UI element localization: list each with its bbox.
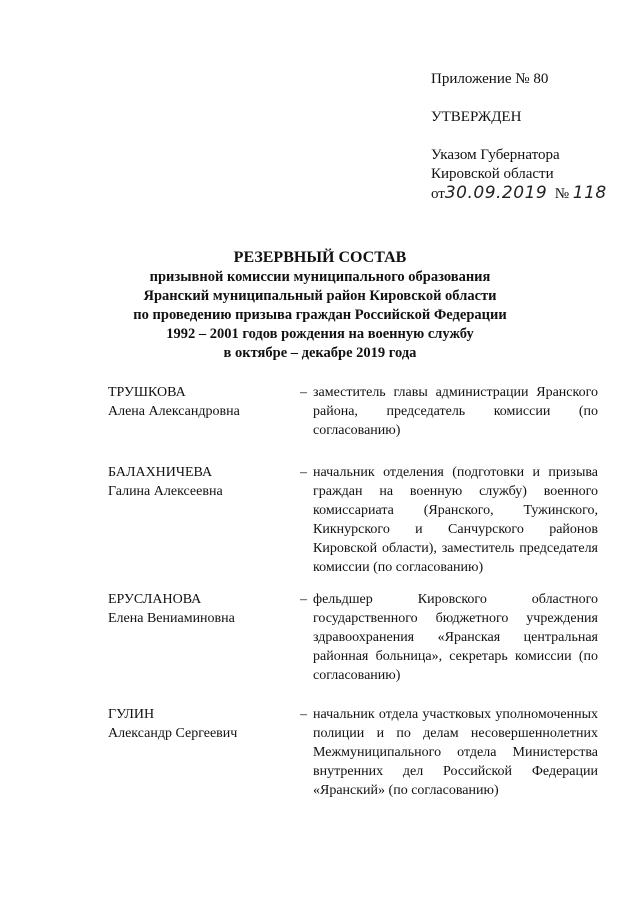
member-surname: ГУЛИН (108, 707, 155, 722)
handwritten-date: 30.09.2019 (444, 183, 548, 203)
title-line-3: по проведению призыва граждан Российской Федерации (133, 307, 507, 323)
decree-date-line (431, 184, 607, 204)
approved-label: УТВЕРЖДЕН (431, 109, 522, 125)
member-surname: ЕРУСЛАНОВА (108, 592, 202, 607)
member-name (108, 705, 288, 743)
date-prefix: от (431, 186, 445, 202)
member-role: начальник отделения (подготовки и призыва граждан на военную службу) военного комиссариата (Яранского, Тужинского, Кикнурского и Санчурского районов Кировской области), заместитель председателя комиссии (по согласованию) (313, 465, 598, 575)
title-line-4: 1992 – 2001 годов рождения на военную службу (166, 326, 474, 342)
member-name (108, 590, 288, 628)
member-surname: ТРУШКОВА (108, 385, 186, 400)
member-role: фельдшер Кировского областного государственного бюджетного учреждения здравоохранения «Яранская центральная районная больница», секретарь комиссии (по согласованию) (313, 592, 598, 683)
member-given-name: Александр Сергеевич (108, 726, 238, 741)
member-surname: БАЛАХНИЧЕВА (108, 465, 213, 480)
dash: – (300, 465, 307, 480)
dash: – (300, 707, 307, 722)
member-given-name: Елена Вениаминовна (108, 611, 235, 626)
document-title (0, 248, 640, 363)
approval-header (431, 70, 607, 204)
title-line-5: в октябре – декабре 2019 года (223, 345, 417, 361)
handwritten-number: 118 (572, 183, 607, 203)
dash: – (300, 385, 307, 400)
number-prefix: № (554, 186, 570, 202)
title-main: РЕЗЕРВНЫЙ СОСТАВ (233, 249, 407, 266)
member-role: начальник отдела участковых уполномоченных полиции и по делам несовершеннолетних Межмуниципального отдела Министерства внутренних дел Российской Федерации «Яранский» (по согласованию) (313, 707, 598, 798)
member-role: заместитель главы администрации Яранского района, председатель комиссии (по согласованию) (313, 385, 598, 438)
decree-line-1: Указом Губернатора (431, 147, 560, 163)
member-given-name: Галина Алексеевна (108, 484, 223, 499)
member-given-name: Алена Александровна (108, 404, 240, 419)
appendix-number: Приложение № 80 (431, 71, 549, 87)
dash: – (300, 592, 307, 607)
title-line-1: призывной комиссии муниципального образования (149, 269, 491, 285)
decree-line-2: Кировской области (431, 166, 554, 182)
member-name (108, 463, 288, 501)
member-name (108, 383, 288, 421)
title-line-2: Яранский муниципальный район Кировской области (143, 288, 497, 304)
